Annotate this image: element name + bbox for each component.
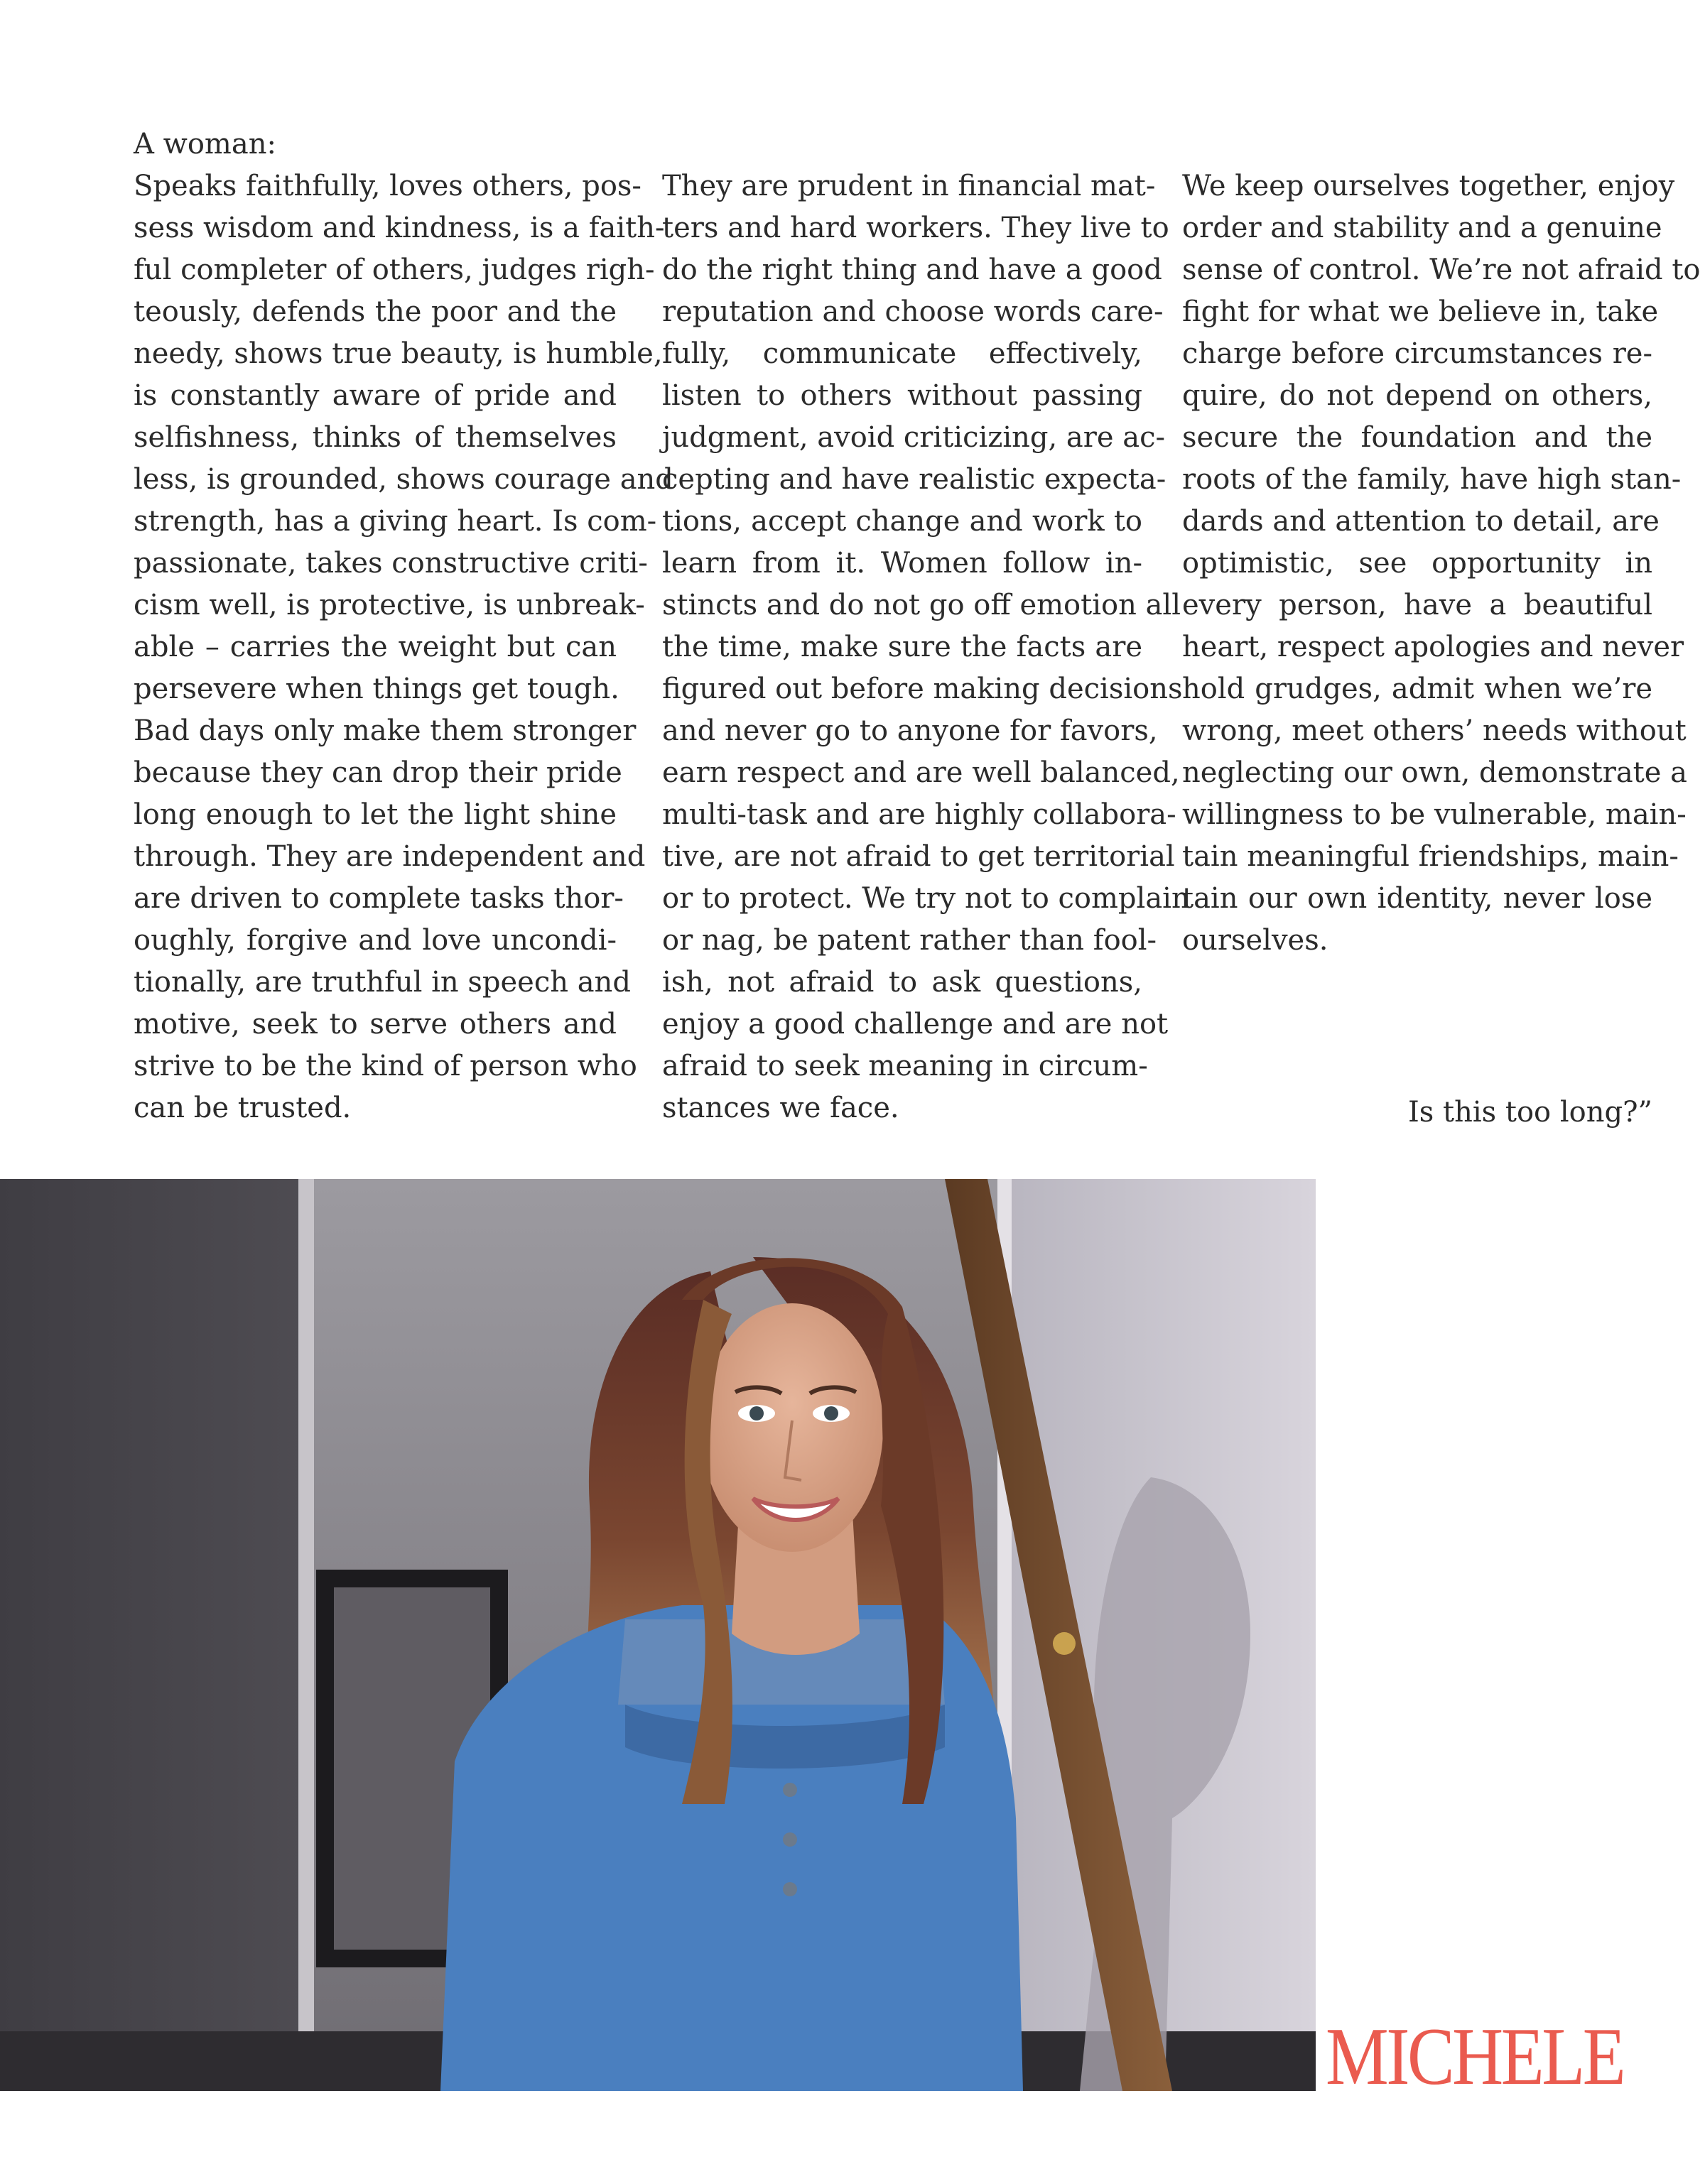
text-line: We keep ourselves together, enjoy bbox=[1182, 170, 1675, 202]
text-line: listen to others without passing bbox=[662, 379, 1142, 412]
text-line: or to protect. We try not to complain bbox=[662, 882, 1190, 915]
text-line: judgment, avoid criticizing, are ac- bbox=[662, 421, 1166, 454]
text-line: roots of the family, have high stan- bbox=[1182, 463, 1682, 496]
text-line: They are prudent in financial mat- bbox=[662, 170, 1156, 202]
text-line: learn from it. Women follow in- bbox=[662, 547, 1142, 580]
text-line: optimistic, see opportunity in bbox=[1182, 547, 1652, 580]
text-line: dards and attention to detail, are bbox=[1182, 505, 1660, 538]
text-line: hold grudges, admit when we’re bbox=[1182, 673, 1652, 705]
text-line: can be trusted. bbox=[134, 1092, 352, 1124]
text-line: afraid to seek meaning in circum- bbox=[662, 1050, 1148, 1082]
text-line: tions, accept change and work to bbox=[662, 505, 1142, 538]
text-line: A woman: bbox=[134, 128, 276, 161]
text-line: wrong, meet others’ needs without bbox=[1182, 715, 1687, 747]
text-line: secure the foundation and the bbox=[1182, 421, 1652, 454]
text-line: long enough to let the light shine bbox=[134, 798, 617, 831]
text-line: tionally, are truthful in speech and bbox=[134, 966, 631, 999]
text-line: fully, communicate effectively, bbox=[662, 337, 1142, 370]
text-line: figured out before making decisions bbox=[662, 673, 1183, 705]
text-line: ters and hard workers. They live to bbox=[662, 212, 1169, 244]
article-column-2 bbox=[662, 165, 1190, 1129]
text-line: neglecting our own, demonstrate a bbox=[1182, 756, 1687, 789]
portrait-photo bbox=[0, 1179, 1316, 2091]
text-line: are driven to complete tasks thor- bbox=[134, 882, 624, 915]
text-line: is constantly aware of pride and bbox=[134, 379, 617, 412]
text-line: ful completer of others, judges righ- bbox=[134, 254, 655, 286]
text-line: less, is grounded, shows courage and bbox=[134, 463, 673, 496]
text-line: stincts and do not go off emotion all bbox=[662, 589, 1181, 621]
text-line: teously, defends the poor and the bbox=[134, 295, 617, 328]
text-line: fight for what we believe in, take bbox=[1182, 295, 1659, 328]
text-line: sess wisdom and kindness, is a faith- bbox=[134, 212, 665, 244]
text-line: able – carries the weight but can bbox=[134, 631, 617, 663]
text-line: and never go to anyone for favors, bbox=[662, 715, 1158, 747]
text-line: every person, have a beautiful bbox=[1182, 589, 1652, 621]
text-line: reputation and choose words care- bbox=[662, 295, 1164, 328]
text-line: quire, do not depend on others, bbox=[1182, 379, 1652, 412]
text-line: earn respect and are well balanced, bbox=[662, 756, 1180, 789]
text-line: passionate, takes constructive criti- bbox=[134, 547, 648, 580]
text-line: strive to be the kind of person who bbox=[134, 1050, 637, 1082]
text-line: the time, make sure the facts are bbox=[662, 631, 1142, 663]
text-line: Bad days only make them stronger bbox=[134, 715, 637, 747]
text-line: through. They are independent and bbox=[134, 840, 646, 873]
text-line: Speaks faithfully, loves others, pos- bbox=[134, 170, 642, 202]
text-line: charge before circumstances re- bbox=[1182, 337, 1652, 370]
text-line: tain our own identity, never lose bbox=[1182, 882, 1652, 915]
portrait-illustration bbox=[0, 1179, 1316, 2091]
text-line: oughly, forgive and love uncondi- bbox=[134, 924, 617, 957]
text-line: motive, seek to serve others and bbox=[134, 1008, 617, 1041]
text-line: enjoy a good challenge and are not bbox=[662, 1008, 1169, 1041]
text-line: or nag, be patent rather than fool- bbox=[662, 924, 1157, 957]
text-line: persevere when things get tough. bbox=[134, 673, 619, 705]
text-line: because they can drop their pride bbox=[134, 756, 622, 789]
article-column-1 bbox=[134, 124, 673, 1129]
text-line: do the right thing and have a good bbox=[662, 254, 1162, 286]
text-line: tive, are not afraid to get territorial bbox=[662, 840, 1175, 873]
text-line: multi-task and are highly collabora- bbox=[662, 798, 1176, 831]
text-line: ourselves. bbox=[1182, 924, 1328, 957]
text-line: strength, has a giving heart. Is com- bbox=[134, 505, 657, 538]
text-line: stances we face. bbox=[662, 1092, 899, 1124]
text-line: cepting and have realistic expecta- bbox=[662, 463, 1167, 496]
text-line: cism well, is protective, is unbreak- bbox=[134, 589, 645, 621]
text-line: willingness to be vulnerable, main- bbox=[1182, 798, 1687, 831]
text-line: heart, respect apologies and never bbox=[1182, 631, 1684, 663]
text-line: tain meaningful friendships, main- bbox=[1182, 840, 1679, 873]
text-line: order and stability and a genuine bbox=[1182, 212, 1662, 244]
article-column-3 bbox=[1182, 165, 1701, 962]
text-line: ish, not afraid to ask questions, bbox=[662, 966, 1142, 999]
text-line: needy, shows true beauty, is humble, bbox=[134, 337, 663, 370]
subject-name: MICHELE bbox=[1326, 2011, 1624, 2102]
text-line: selfishness, thinks of themselves bbox=[134, 421, 617, 454]
article-signoff: Is this too long?” bbox=[1407, 1096, 1652, 1129]
text-line: sense of control. We’re not afraid to bbox=[1182, 254, 1701, 286]
